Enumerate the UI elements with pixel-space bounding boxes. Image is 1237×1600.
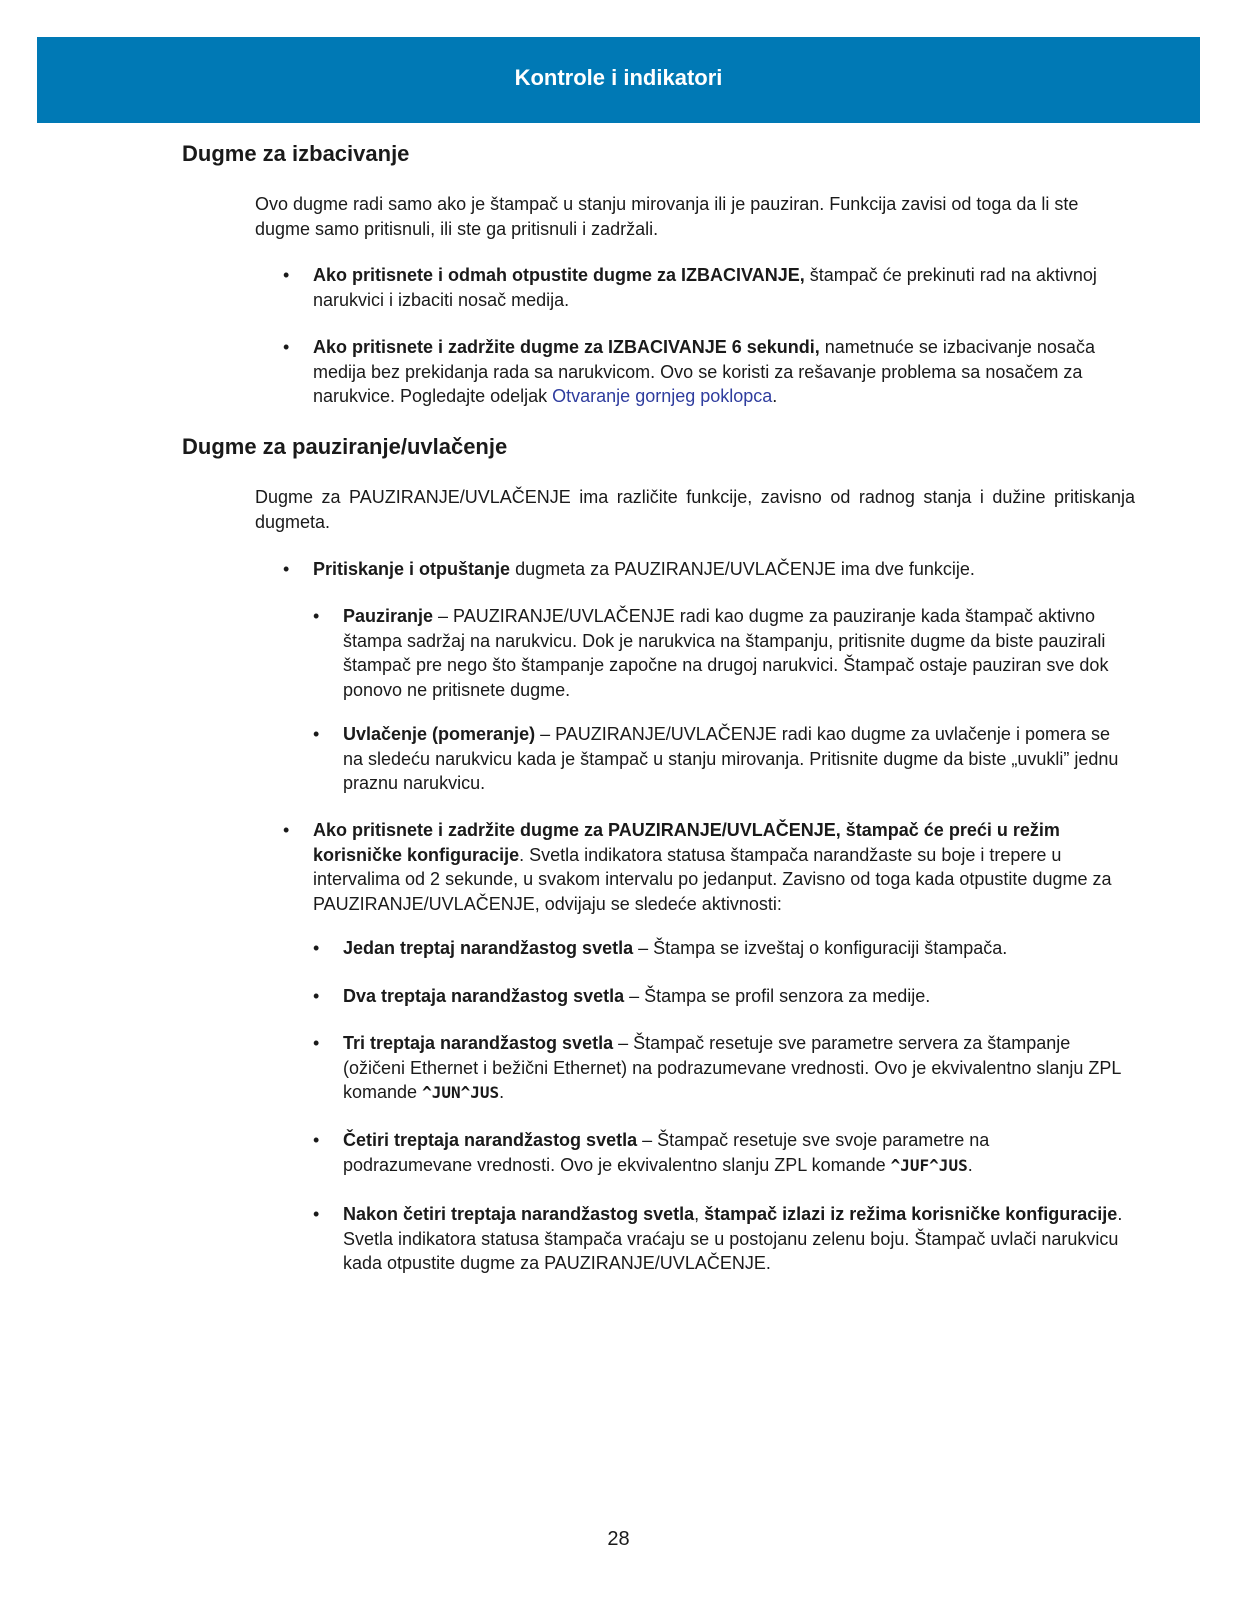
list-item: • Pauziranje – PAUZIRANJE/UVLAČENJE radi kao dugme za pauziranje kada štampač aktivno štampa sadržaj na narukvicu. Dok je narukvica na štampanju, pritisnite dugme da biste pauzirali štampač pre nego što štampanje započne na drugoj narukvici. Štampač ostaje pauziran sve dok ponovo ne pritisnete dugme. — [313, 606, 1109, 700]
bullet-glyph: • — [313, 606, 320, 626]
list-item: • Nakon četiri treptaja narandžastog svetla, štampač izlazi iz režima korisničke konfiguracije. Svetla indikatora statusa štampača vraćaju se u postojanu zelenu boju. Štampač uvlači narukvicu kada otpustite dugme za PAUZIRANJE/UVLAČENJE. — [313, 1204, 1123, 1273]
pause-feed-intro: Dugme za PAUZIRANJE/UVLAČENJE ima različite funkcije, zavisno od radnog stanja i dužine pritiskanja dugmeta. — [255, 487, 1135, 532]
bullet-glyph: • — [313, 1130, 320, 1150]
list-item: • Uvlačenje (pomeranje) – PAUZIRANJE/UVLAČENJE radi kao dugme za uvlačenje i pomera se na sledeću narukvicu kada je štampač u stanju mirovanja. Pritisnite dugme da biste „uvukli” jednu praznu narukvicu. — [313, 724, 1119, 793]
bullet-glyph: • — [313, 986, 320, 1006]
bullet-bold-text: Ako pritisnete i odmah otpustite dugme za IZBACIVANJE, — [313, 265, 805, 285]
bullet-glyph: • — [313, 1204, 320, 1224]
list-item: • Jedan treptaj narandžastog svetla – Štampa se izveštaj o konfiguraciji štampača. — [313, 936, 1123, 961]
page-header-title: Kontrole i indikatori — [514, 65, 723, 90]
list-item: • Ako pritisnete i zadržite dugme za PAUZIRANJE/UVLAČENJE, štampač će preći u režim korisničke konfiguracije. Svetla indikatora statusa štampača narandžaste su boje i trepere u intervalima od 2 sekunde, u svakom intervalu po jedanput. Zavisno od toga kada otpustite dugme za PAUZIRANJE/UVLAČENJE, odvijaju se sledeće aktivnosti: — [283, 820, 1112, 914]
bullet-glyph: • — [313, 938, 320, 958]
zpl-command-code: ^JUN^JUS — [422, 1083, 500, 1102]
list-item: • Pritiskanje i otpuštanje dugmeta za PAUZIRANJE/UVLAČENJE ima dve funkcije. — [283, 557, 1133, 582]
list-item — [283, 263, 1133, 312]
header-bar — [37, 37, 1200, 123]
link-open-top-cover[interactable]: Otvaranje gornjeg poklopca — [552, 386, 773, 406]
bullet-glyph: • — [313, 724, 320, 744]
bullet-glyph: • — [283, 265, 290, 285]
bullet-glyph: • — [283, 337, 290, 357]
list-item: • Tri treptaja narandžastog svetla – Štampač resetuje sve parametre servera za štampanje (ožičeni Ethernet i bežični Ethernet) na podrazumevane vrednosti. Ovo je ekvivalentno slanju ZPL komande ^JUN^JUS. — [313, 1033, 1121, 1102]
bullet-glyph: • — [313, 1033, 320, 1053]
list-item: • Dva treptaja narandžastog svetla – Štampa se profil senzora za medije. — [313, 984, 1123, 1009]
bullet-text: nametnuće se izbacivanje nosača medija bez prekidanja rada sa narukvicom. Ovo se koristi za rešavanje problema sa nosačem za narukvice. Pogledajte odeljak — [313, 337, 1095, 406]
eject-intro: Ovo dugme radi samo ako je štampač u stanju mirovanja ili je pauziran. Funkcija zavisi od toga da li ste dugme samo pritisnuli, ili ste ga pritisnuli i zadržali. — [255, 194, 1079, 239]
section-heading-eject: Dugme za izbacivanje — [182, 141, 410, 166]
section-heading-pause-feed: Dugme za pauziranje/uvlačenje — [182, 434, 508, 459]
bullet-bold-text: Ako pritisnete i zadržite dugme za IZBACIVANJE 6 sekundi, — [313, 337, 820, 357]
list-item: • Četiri treptaja narandžastog svetla – Štampač resetuje sve svoje parametre na podrazumevane vrednosti. Ovo je ekvivalentno slanju ZPL komande ^JUF^JUS. — [313, 1130, 990, 1175]
page-number: 28 — [607, 1528, 630, 1550]
bullet-glyph: • — [283, 820, 290, 840]
bullet-glyph: • — [283, 559, 290, 579]
list-item: • Ako pritisnete i zadržite dugme za IZBACIVANJE 6 sekundi, nametnuće se izbacivanje nosača medija bez prekidanja rada sa narukvicom. Ovo se koristi za rešavanje problema sa nosačem za narukvice. Pogledajte odeljak Otvaranje gornjeg poklopca. — [283, 337, 1095, 406]
zpl-command-code: ^JUF^JUS — [890, 1155, 968, 1175]
bullet-text: štampač će prekinuti rad na aktivnoj narukvici i izbaciti nosač medija. — [313, 265, 1097, 310]
